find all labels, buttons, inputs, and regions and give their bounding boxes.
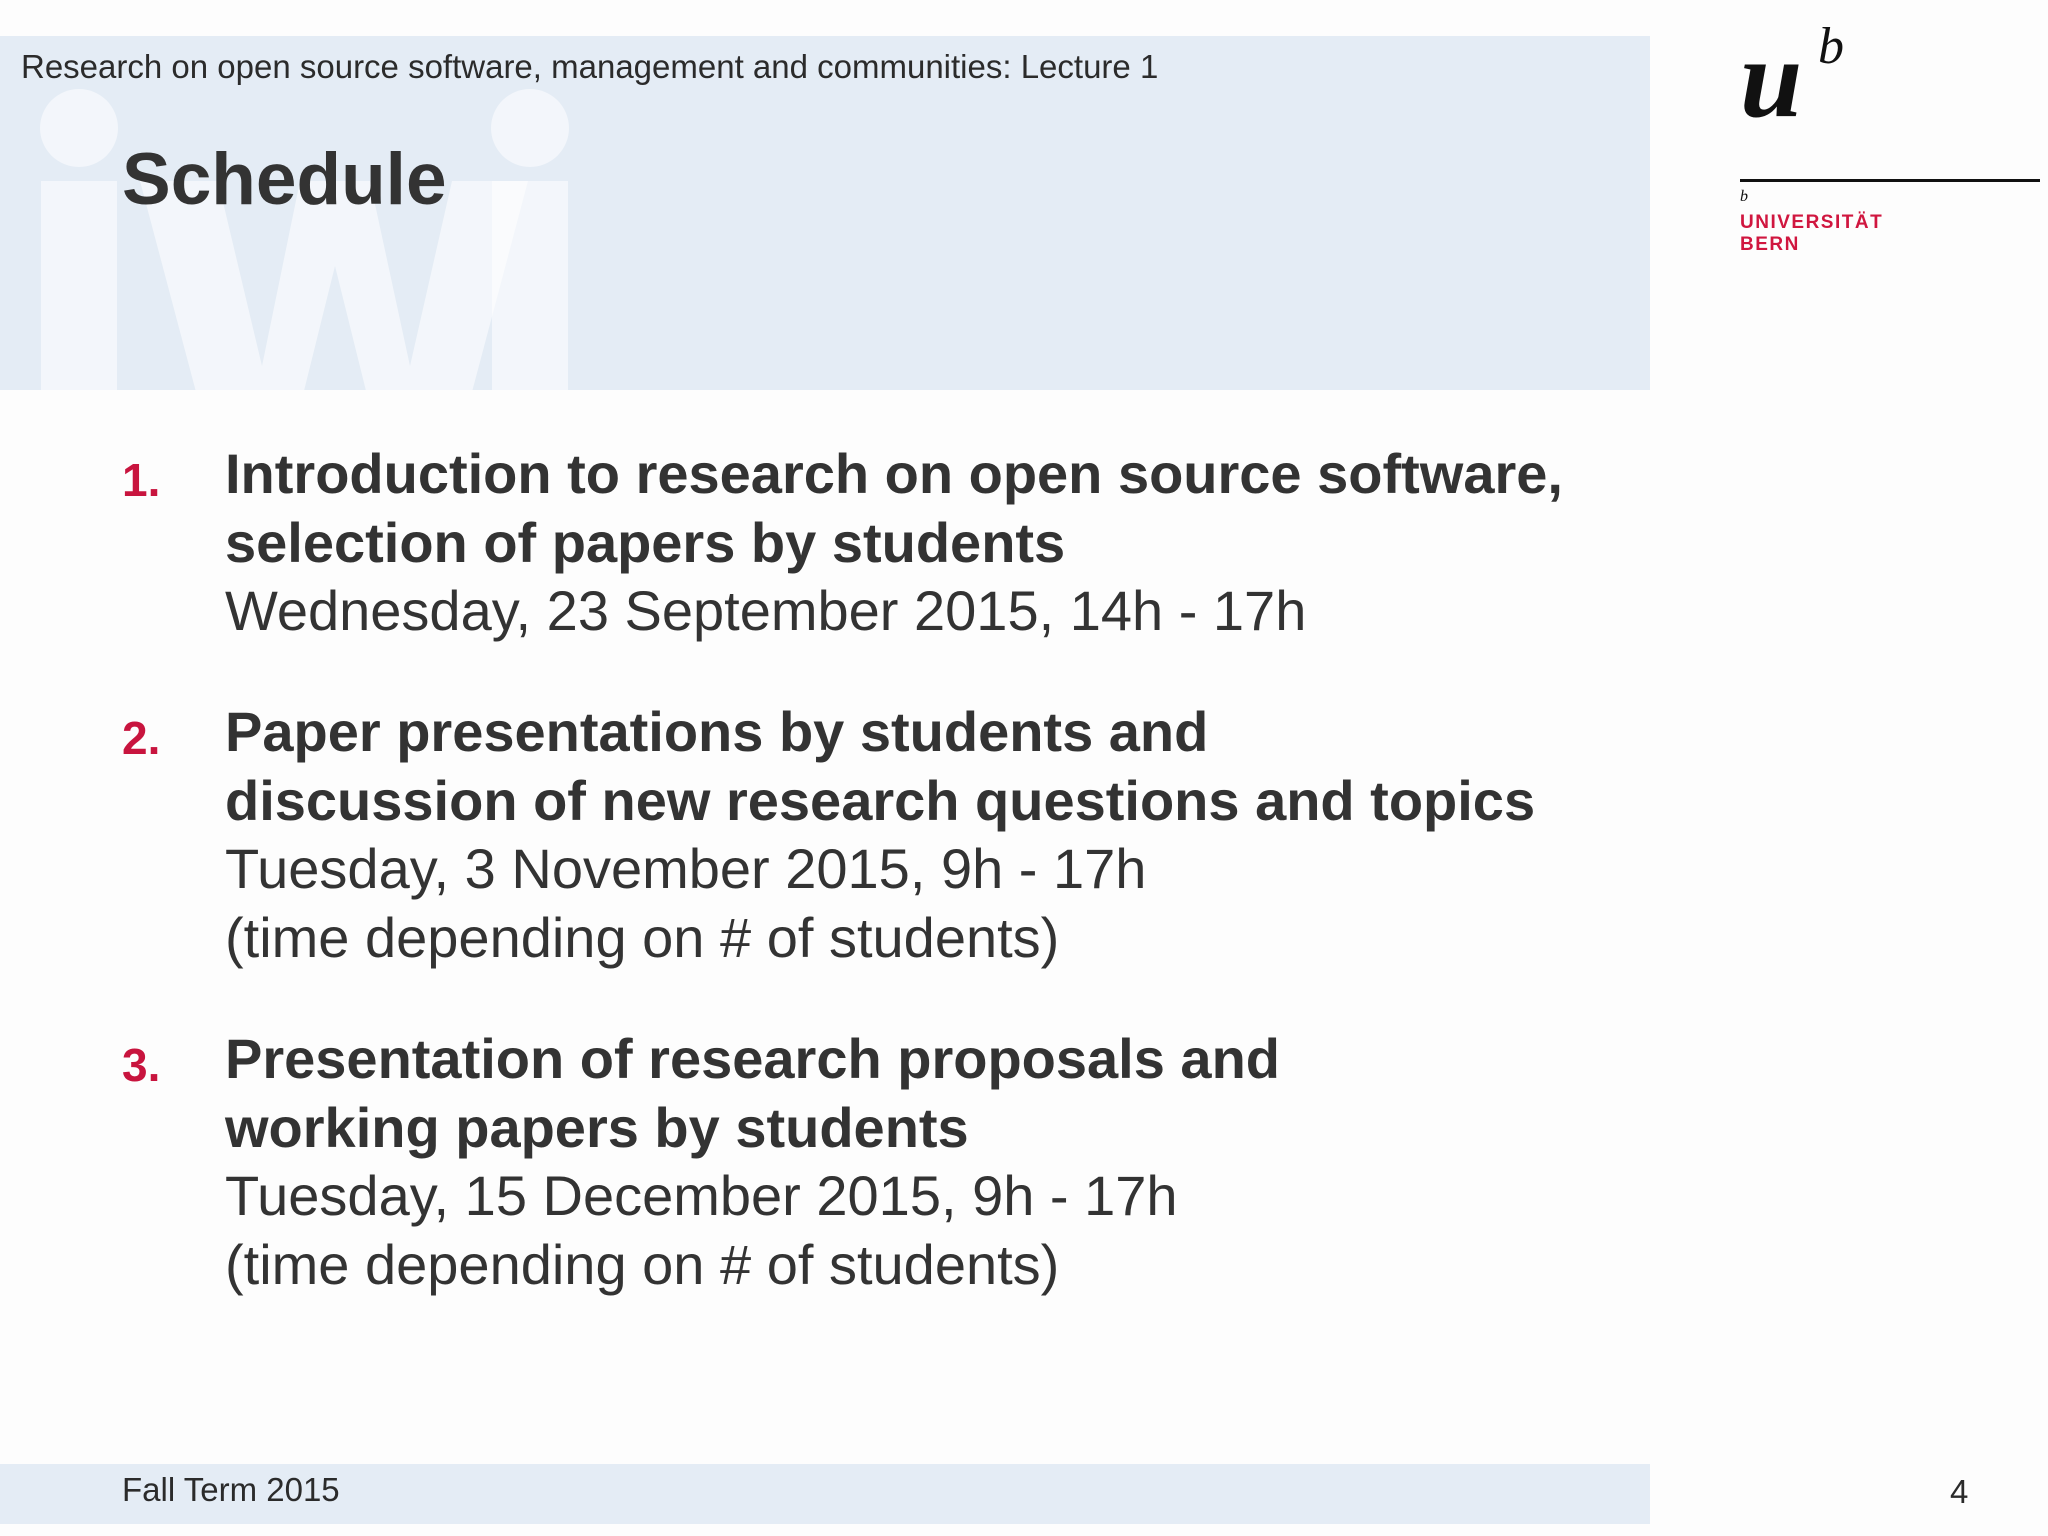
logo-university-line1: UNIVERSITÄT: [1740, 212, 1884, 233]
item-date-line: Tuesday, 3 November 2015, 9h - 17h: [225, 837, 1147, 900]
logo-b-glyph: b: [1818, 18, 1844, 75]
item-title-line: working papers by students: [225, 1095, 969, 1159]
item-number: 2.: [122, 712, 161, 764]
item-title-line: Introduction to research on open source software,: [225, 442, 1563, 505]
logo-u-glyph: u: [1740, 17, 1803, 141]
item-number: 1.: [122, 454, 161, 506]
logo-university-line2: BERN: [1740, 234, 1800, 255]
item-date-line: Wednesday, 23 September 2015, 14h - 17h: [225, 579, 1307, 642]
item-body: [225, 440, 1645, 646]
item-body: [225, 1025, 1645, 1299]
university-logo: [1740, 18, 2040, 268]
item-body: [225, 698, 1645, 972]
item-number: 3.: [122, 1039, 161, 1091]
slide-title: Schedule: [122, 139, 447, 220]
item-note-line: (time depending on # of students): [225, 905, 1060, 969]
lecture-subtitle: Research on open source software, management and communities: Lecture 1: [21, 48, 1159, 85]
item-title-line: selection of papers by students: [225, 510, 1066, 574]
logo-divider: [1740, 179, 2040, 182]
item-note-line: (time depending on # of students): [225, 1232, 1060, 1296]
logo-university-name: [1740, 212, 1883, 256]
item-title-line: discussion of new research questions and topics: [225, 768, 1536, 832]
footer-term: Fall Term 2015: [122, 1471, 340, 1508]
item-date-line: Tuesday, 15 December 2015, 9h - 17h: [225, 1164, 1178, 1227]
item-title-line: Paper presentations by students and: [225, 700, 1209, 763]
logo-small-b: b: [1740, 188, 1748, 205]
page-number: 4: [1950, 1473, 1969, 1510]
item-title-line: Presentation of research proposals and: [225, 1027, 1280, 1090]
